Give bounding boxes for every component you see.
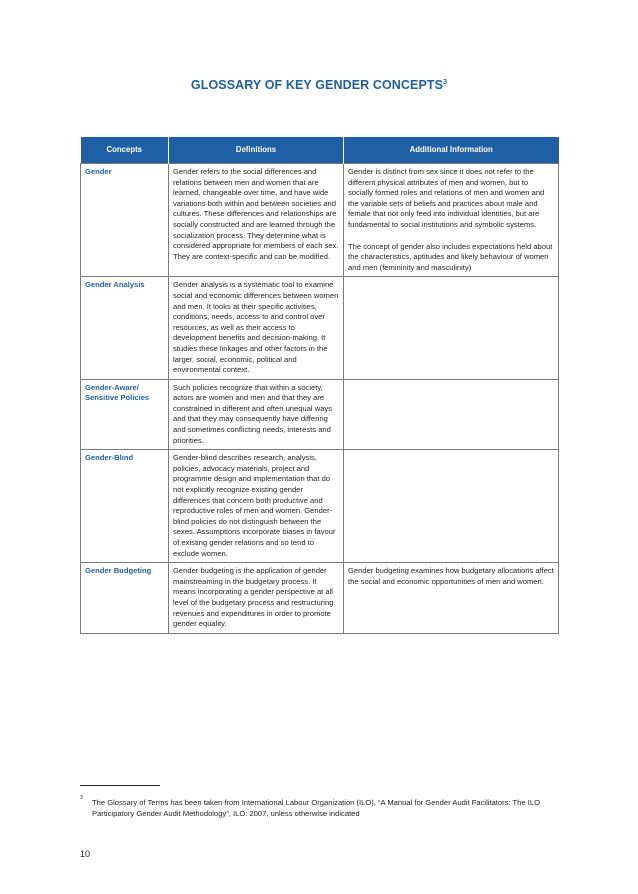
footnote-text: The Glossary of Terms has been taken from International Labour Organization (ILO), “A Manual for Gender Audit Facilitators: The ILO Participatory Gender Audit Methodology”, ILO: 2007, unless otherwise indicated	[92, 798, 540, 818]
glossary-table	[80, 137, 559, 634]
table-row	[81, 450, 559, 563]
header-concepts: Concepts	[81, 137, 169, 164]
info-paragraph: Gender is distinct from sex since it does not refer to the different physical attributes of men and women, but to socially formed roles and relations of men and women and the variable sets of beliefs and practices about male and female that not only feed into individual identities, but are fundamental to social institutions and symbolic systems.	[348, 167, 545, 229]
info-cell	[344, 450, 559, 563]
definition-cell: Gender-blind describes research, analysis, policies, advocacy materials, project and programme design and implementation that do not explicitly recognize existing gender differences that concern both productive and reproductive roles of men and women. Gender-blind policies do not distinguish between the sexes. Assumptions incorporate biases in favour of existing gender relations and so tend to exclude women.	[169, 450, 344, 563]
header-definitions: Definitions	[169, 137, 344, 164]
info-cell	[344, 379, 559, 450]
info-paragraph: Gender budgeting examines how budgetary allocations affect the social and economic opportunities of men and women.	[348, 566, 554, 586]
footnote-ref: 3	[443, 78, 448, 86]
page-number: 10	[80, 849, 91, 859]
concept-cell: Gender	[81, 164, 169, 277]
concept-cell: Gender-Aware/ Sensitive Policies	[81, 379, 169, 450]
footnote-divider	[80, 785, 160, 786]
table-row	[81, 563, 559, 634]
concept-cell: Gender Budgeting	[81, 563, 169, 634]
definition-cell: Gender analysis is a systematic tool to examine social and economic differences between women and men. It looks at their specific activities, conditions, needs, access to and control over resources, as well as their access to development benefits and decision-making. It studies these linkages and other factors in the larger, social, economic, political and environmental context.	[169, 277, 344, 379]
concept-cell: Gender Analysis	[81, 277, 169, 379]
info-cell	[344, 164, 559, 277]
table-row	[81, 277, 559, 379]
footnote-number: 3	[80, 795, 83, 801]
page-title: GLOSSARY OF KEY GENDER CONCEPTS$^3$	[190, 78, 448, 92]
header-additional-information: Additional Information	[344, 137, 559, 164]
info-paragraph: The concept of gender also includes expectations held about the characteristics, aptitudes and likely behaviour of women and men (femininity and masculinity)	[348, 241, 553, 272]
info-cell	[344, 563, 559, 634]
table-header-row	[81, 137, 559, 164]
definition-cell: Gender refers to the social differences and relations between men and women that are learned, changeable over time, and have wide variations both within and between societies and cultures. These differences and relationships are socially constructed and are learned through the socialization process. They determine what is considered appropriate for members of each sex. They are context-specific and can be modified.	[169, 164, 344, 277]
table-row	[81, 164, 559, 277]
concept-cell: Gender-Blind	[81, 450, 169, 563]
definition-cell: Gender budgeting is the application of gender mainstreaming in the budgetary process. It means incorporating a gender perspective at all level of the budgetary process and restructuring revenues and expenditures in order to promote gender equality.	[169, 563, 344, 634]
info-cell	[344, 277, 559, 379]
table-row	[81, 379, 559, 450]
definition-cell: Such policies recognize that within a society, actors are women and men and that they are constrained in different and often unequal ways and that they may consequently have differing and sometimes conflicting needs, interests and priorities.	[169, 379, 344, 450]
